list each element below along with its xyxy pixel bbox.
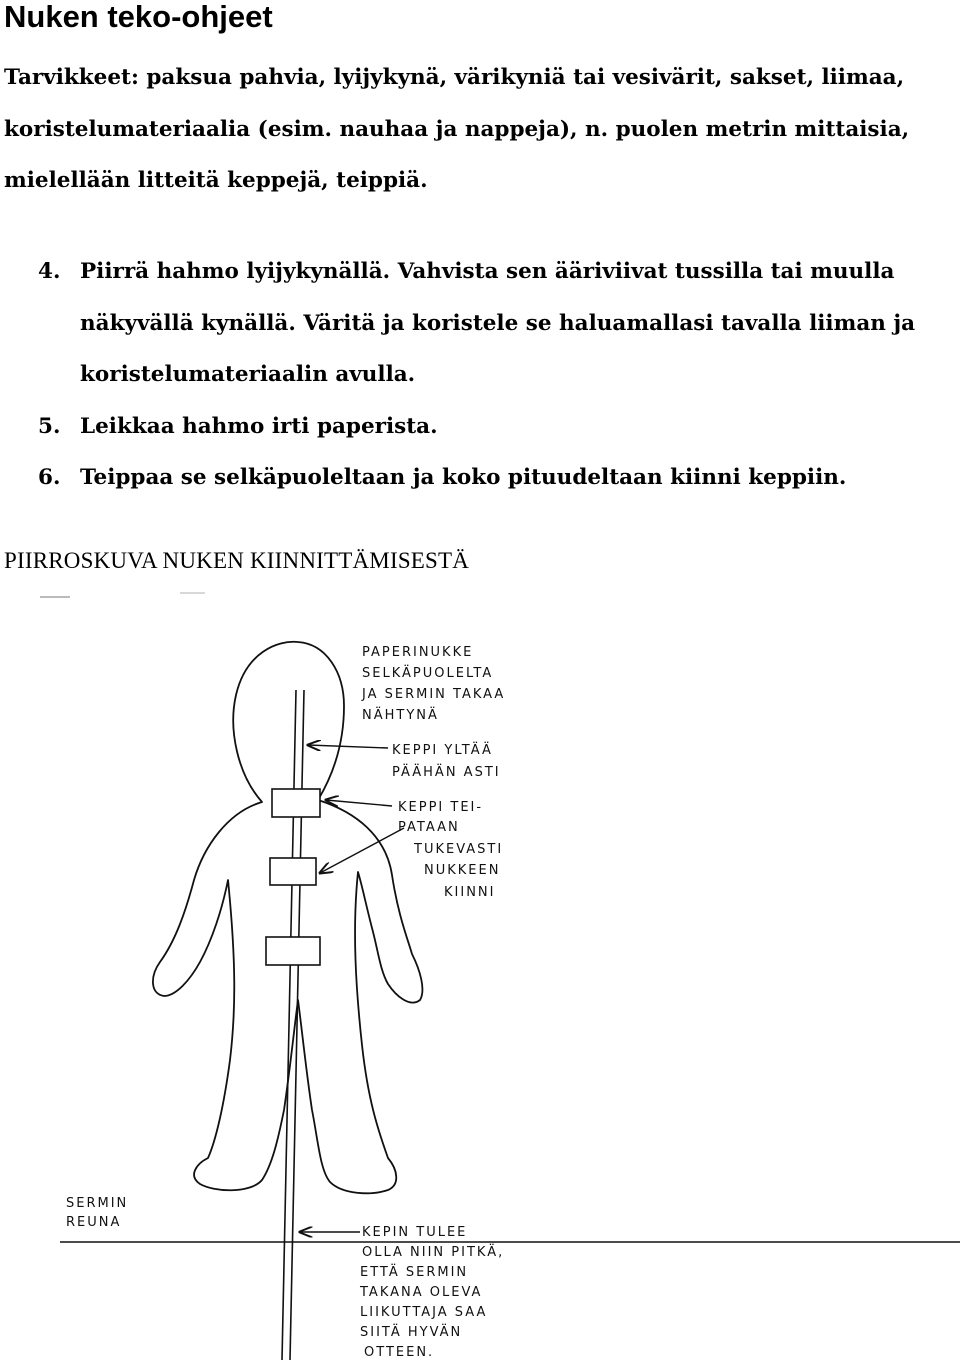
label-doll-back bbox=[361, 645, 505, 723]
label-stick-head bbox=[392, 742, 501, 780]
step-item bbox=[4, 452, 960, 504]
label-stick-length bbox=[359, 1225, 504, 1360]
hand-label-line: KIINNI bbox=[444, 885, 496, 900]
hand-label-line: NUKKEEN bbox=[424, 863, 501, 878]
step-item bbox=[4, 246, 960, 401]
arrow-tape-middle bbox=[320, 828, 404, 873]
label-stick-taped bbox=[398, 800, 503, 900]
hand-label-line: KEPIN TULEE bbox=[362, 1225, 468, 1240]
label-screen-edge bbox=[66, 1196, 128, 1230]
page-title: Nuken teko-ohjeet bbox=[4, 0, 273, 34]
step-number: 5. bbox=[38, 413, 61, 439]
hand-label-line: JA SERMIN TAKAA bbox=[362, 687, 506, 702]
tape-piece bbox=[270, 858, 316, 885]
doll-sketch bbox=[0, 585, 960, 1360]
hand-label-line: TAKANA OLEVA bbox=[360, 1285, 483, 1300]
tape-piece bbox=[266, 937, 320, 965]
step-number: 4. bbox=[38, 259, 61, 284]
step-item bbox=[4, 401, 960, 453]
hand-label-line: SELKÄPUOLELTA bbox=[362, 666, 494, 681]
hand-label-line: PAPERINUKKE bbox=[362, 645, 474, 660]
hand-label-line: TUKEVASTI bbox=[414, 842, 504, 857]
tape-piece bbox=[272, 789, 320, 817]
hand-label-line: PATAAN bbox=[398, 820, 460, 835]
doll-drawing bbox=[0, 585, 960, 1360]
drawing-caption: PIIRROSKUVA NUKEN KIINNITTÄMISESTÄ bbox=[4, 548, 470, 573]
step-text: Piirrä hahmo lyijykynällä. Vahvista sen ääriviivat tussilla tai muulla näkyvällä kynällä. Väritä ja koristele se haluamallasi tavalla liiman ja koristelumateriaalin avulla. bbox=[80, 259, 916, 387]
hand-label-line: OLLA NIIN PITKÄ, bbox=[362, 1245, 505, 1260]
arrow-tape-upper bbox=[326, 800, 392, 806]
hand-label-line: REUNA bbox=[66, 1215, 122, 1230]
hand-label-line: ETTÄ SERMIN bbox=[360, 1265, 469, 1280]
hand-label-line: OTTEEN. bbox=[364, 1345, 435, 1360]
hand-label-line: SERMIN bbox=[66, 1196, 129, 1211]
hand-label-line: PÄÄHÄN ASTI bbox=[392, 765, 501, 780]
hand-label-line: SIITÄ HYVÄN bbox=[360, 1325, 463, 1340]
hand-label-line: KEPPI YLTÄÄ bbox=[392, 743, 493, 758]
hand-label-line: KEPPI TEI- bbox=[398, 800, 484, 815]
materials-paragraph: Tarvikkeet: paksua pahvia, lyijykynä, värikyniä tai vesivärit, sakset, liimaa, koristelumateriaalia (esim. nauhaa ja nappeja), n. puolen metrin mittaisia, mielellään litteitä keppejä, teippiä. bbox=[4, 65, 910, 193]
hand-label-line: LIIKUTTAJA SAA bbox=[360, 1305, 488, 1320]
step-text: Teippaa se selkäpuoleltaan ja koko pituudeltaan kiinni keppiin. bbox=[80, 465, 847, 490]
step-text: Leikkaa hahmo irti paperista. bbox=[80, 413, 438, 439]
instruction-steps bbox=[4, 246, 960, 504]
arrow-stick-head bbox=[308, 745, 388, 748]
step-number: 6. bbox=[38, 465, 61, 490]
hand-label-line: NÄHTYNÄ bbox=[362, 708, 439, 723]
